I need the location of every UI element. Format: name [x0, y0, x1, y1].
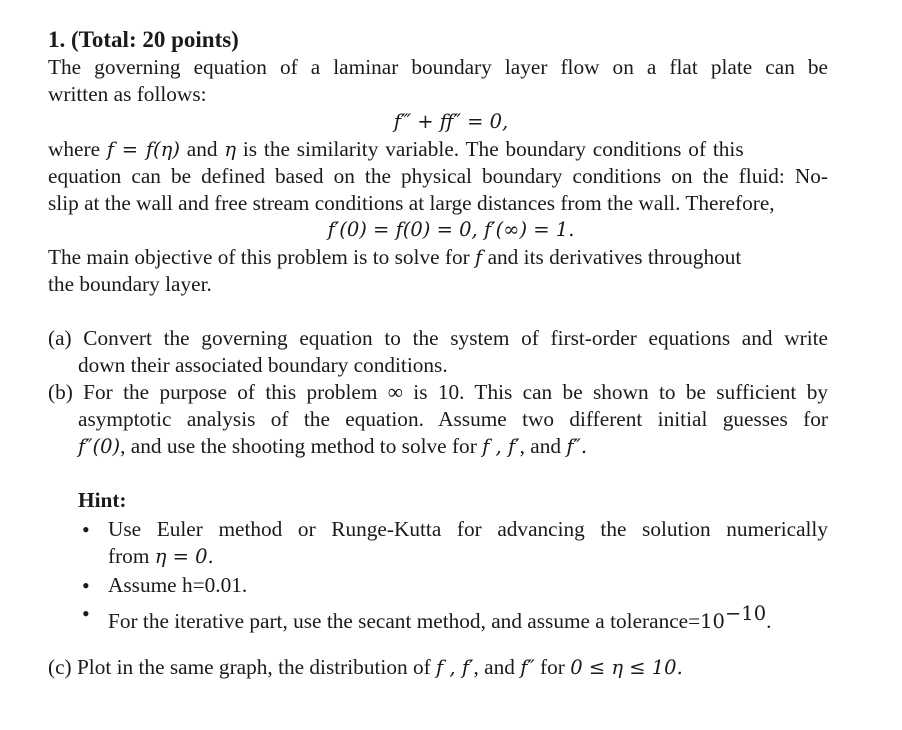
objective-text: The main objective of this problem is to solve for f and its derivatives throughout — [48, 245, 742, 269]
objective-text-2: the boundary layer. — [48, 272, 212, 296]
problem-title: 1. (Total: 20 points) — [48, 27, 239, 52]
part-a-line2: down their associated boundary conditions. — [78, 353, 448, 377]
part-a-line1: (a) Convert the governing equation to the system of first-order equations and write — [48, 326, 828, 350]
bullet-icon: • — [82, 517, 90, 542]
governing-equation — [0, 108, 902, 135]
bc-text-2: slip at the wall and free stream conditions at large distances from the wall. Therefore, — [48, 191, 775, 215]
part-b-line3: f″(0), and use the shooting method to solve for f , f′, and f″. — [78, 434, 588, 458]
hint-item-3: For the iterative part, use the secant method, and assume a $tolerance=10^{-10}$. — [108, 602, 772, 634]
intro-text-2: written as follows: — [48, 82, 207, 106]
boundary-conditions-equation: f′(0) = f(0) = 0, f′(∞) = 1. — [327, 218, 575, 241]
hint-label: Hint: — [78, 488, 127, 512]
bullet-icon: • — [82, 601, 90, 626]
hint-item-1-line2: from η = 0. — [108, 544, 214, 568]
bc-text-1: equation can be defined based on the physical boundary conditions on the fluid: No- — [48, 164, 828, 188]
intro-text: The governing equation of a laminar boundary layer flow on a flat plate can be — [48, 55, 828, 79]
part-b-line1: (b) For the purpose of this problem ∞ is 10. This can be shown to be sufficient by — [48, 380, 828, 404]
part-c: (c) Plot in the same graph, the distribution of f , f′, and f″ for 0 ≤ η ≤ 10. — [48, 655, 683, 679]
hint-item-1: Use Euler method or Runge-Kutta for advancing the solution numerically — [108, 517, 828, 541]
hint-item-2: Assume h=0.01. — [108, 573, 248, 597]
part-b-line2: asymptotic analysis of the equation. Assume two different initial guesses for — [78, 407, 828, 431]
equation-text: f‴ + ff″ = 0, — [393, 110, 509, 133]
where-line: where f = f(η) and η is the similarity variable. The boundary conditions of this — [48, 137, 744, 161]
bullet-icon: • — [82, 573, 90, 598]
